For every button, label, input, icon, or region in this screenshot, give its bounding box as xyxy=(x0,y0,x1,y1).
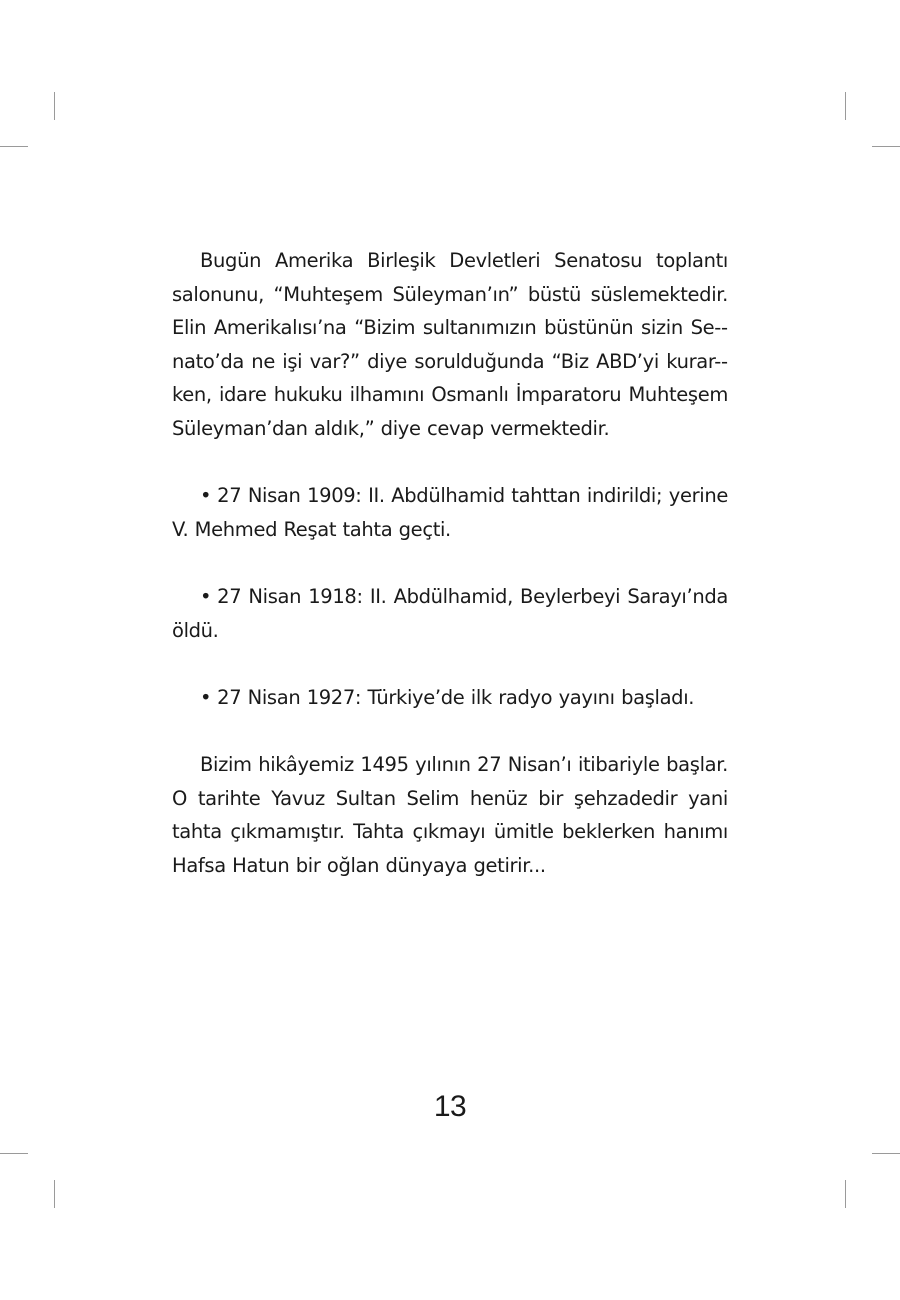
page-body xyxy=(172,244,728,882)
crop-mark-top-left-vertical xyxy=(54,92,55,120)
bullet-item xyxy=(172,580,728,647)
bullet-text: 27 Nisan 1918: II. Abdülhamid, Beylerbeyi Sarayı’nda öldü. xyxy=(172,584,728,642)
bullet-marker: • xyxy=(200,484,212,508)
page-number: 13 xyxy=(433,1090,467,1123)
bullet-item xyxy=(172,479,728,546)
paragraph-gap xyxy=(172,546,728,580)
crop-mark-bottom-left-vertical xyxy=(54,1180,55,1208)
bullet-text: 27 Nisan 1927: Türkiye’de ilk radyo yayını başladı. xyxy=(217,685,695,709)
bullet-item xyxy=(172,681,728,715)
bullet-marker: • xyxy=(200,685,212,709)
paragraph-gap xyxy=(172,446,728,480)
crop-mark-bottom-right-horizontal xyxy=(872,1153,900,1154)
bullet-text: 27 Nisan 1909: II. Abdülhamid tahttan indirildi; yerine V. Mehmed Reşat tahta geçti. xyxy=(172,484,728,541)
crop-mark-top-right-vertical xyxy=(845,92,846,120)
paragraph-gap xyxy=(172,647,728,681)
crop-mark-top-right-horizontal xyxy=(872,146,900,147)
crop-mark-bottom-left-horizontal xyxy=(0,1153,28,1154)
crop-mark-top-left-horizontal xyxy=(0,146,28,147)
crop-mark-bottom-right-vertical xyxy=(845,1180,846,1208)
intro-paragraph: Bugün Amerika Birleşik Devletleri Senatosu toplantı salonunu, “Muhteşem Süleyman’ın” büstü süslemektedir. Elin Amerikalısı’na “Bizim sultanımızın büstünün sizin Se-nato’da ne işi var?” diye sorulduğunda “Biz ABD’yi kurar-ken, idare hukuku ilhamını Osmanlı İmparatoru Muhteşem Süleyman’dan aldık,” diye cevap vermektedir. xyxy=(172,249,728,440)
closing-paragraph: Bizim hikâyemiz 1495 yılının 27 Nisan’ı itibariyle başlar. O tarihte Yavuz Sultan Selim henüz bir şehzadedir yani tahta çıkmamıştır. Tahta çıkmayı ümitle beklerken hanımı Hafsa Hatun bir oğlan dünyaya getirir... xyxy=(172,752,728,877)
paragraph-gap xyxy=(172,714,728,748)
bullet-marker: • xyxy=(200,584,212,608)
